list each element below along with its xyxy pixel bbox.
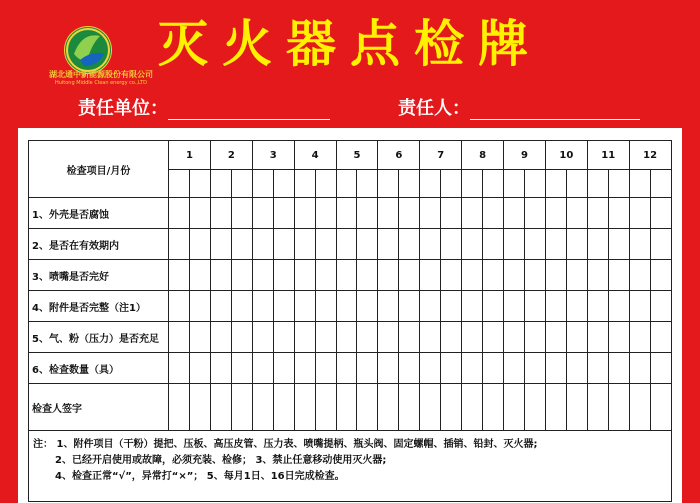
check-cell[interactable] [504,260,525,291]
check-cell[interactable] [252,260,273,291]
check-cell[interactable] [650,353,671,384]
check-cell[interactable] [210,291,231,322]
check-cell[interactable] [336,229,357,260]
month-header: 8 [462,141,504,170]
check-cell[interactable] [273,353,294,384]
check-cell[interactable] [608,229,629,260]
check-cell[interactable] [587,291,608,322]
month-header: 4 [294,141,336,170]
check-cell[interactable] [357,384,378,431]
check-cell[interactable] [545,229,566,260]
note-line: 4、检查正常“√”，异常打“×”； 5、每月1日、16日完成检查。 [55,471,345,482]
check-cell[interactable] [524,229,545,260]
check-cell[interactable] [231,353,252,384]
check-cell[interactable] [294,384,315,431]
check-cell[interactable] [189,353,210,384]
header [0,0,700,128]
check-cell[interactable] [420,260,441,291]
check-cell[interactable] [336,291,357,322]
check-cell[interactable] [399,260,420,291]
check-cell[interactable] [273,260,294,291]
check-cell[interactable] [587,384,608,431]
check-cell[interactable] [608,384,629,431]
check-cell[interactable] [587,353,608,384]
check-cell[interactable] [441,260,462,291]
check-cell[interactable] [587,260,608,291]
half-month-cell[interactable] [294,170,315,198]
check-cell[interactable] [608,322,629,353]
check-cell[interactable] [629,353,650,384]
half-month-cell[interactable] [650,170,671,198]
check-cell[interactable] [378,353,399,384]
check-cell[interactable] [336,198,357,229]
month-header: 6 [378,141,420,170]
check-cell[interactable] [315,384,336,431]
check-cell[interactable] [545,198,566,229]
check-cell[interactable] [378,229,399,260]
check-cell[interactable] [315,291,336,322]
item-label: 4、附件是否完整（注1） [29,291,169,322]
check-cell[interactable] [273,384,294,431]
month-header: 3 [252,141,294,170]
check-cell[interactable] [252,229,273,260]
item-label: 5、气、粉（压力）是否充足 [29,322,169,353]
month-header: 2 [210,141,252,170]
check-cell[interactable] [483,384,504,431]
check-cell[interactable] [545,291,566,322]
item-label: 3、喷嘴是否完好 [29,260,169,291]
check-cell[interactable] [420,384,441,431]
check-cell[interactable] [566,353,587,384]
responsible-person-field[interactable] [470,101,640,120]
check-cell[interactable] [483,353,504,384]
check-cell[interactable] [566,229,587,260]
check-cell[interactable] [566,322,587,353]
half-month-cell[interactable] [545,170,566,198]
check-cell[interactable] [210,353,231,384]
table-row [29,229,672,260]
half-month-cell[interactable] [608,170,629,198]
check-cell[interactable] [399,353,420,384]
check-cell[interactable] [420,229,441,260]
half-month-cell[interactable] [587,170,608,198]
half-month-cell[interactable] [189,170,210,198]
check-cell[interactable] [608,260,629,291]
responsible-unit [78,98,330,120]
check-cell[interactable] [441,353,462,384]
check-cell[interactable] [462,322,483,353]
check-cell[interactable] [441,229,462,260]
check-cell[interactable] [629,229,650,260]
check-cell[interactable] [169,353,190,384]
check-cell[interactable] [524,353,545,384]
check-cell[interactable] [566,384,587,431]
check-cell[interactable] [587,229,608,260]
check-cell[interactable] [524,384,545,431]
check-cell[interactable] [524,260,545,291]
check-cell[interactable] [399,229,420,260]
check-cell[interactable] [169,198,190,229]
check-cell[interactable] [504,198,525,229]
check-cell[interactable] [231,291,252,322]
check-cell[interactable] [336,384,357,431]
check-cell[interactable] [629,322,650,353]
check-cell[interactable] [420,291,441,322]
check-cell[interactable] [357,353,378,384]
check-cell[interactable] [378,322,399,353]
check-cell[interactable] [252,353,273,384]
half-month-cell[interactable] [462,170,483,198]
check-cell[interactable] [441,291,462,322]
corner-label: 检查项目/月份 [29,141,169,198]
check-cell[interactable] [189,291,210,322]
month-header: 9 [504,141,546,170]
check-cell[interactable] [483,291,504,322]
check-cell[interactable] [441,322,462,353]
item-label: 检查人签字 [29,384,169,431]
month-header-row [29,141,672,170]
check-cell[interactable] [252,384,273,431]
check-cell[interactable] [357,291,378,322]
check-cell[interactable] [483,322,504,353]
table-row [29,291,672,322]
check-cell[interactable] [336,353,357,384]
check-cell[interactable] [441,384,462,431]
check-cell[interactable] [252,322,273,353]
check-cell[interactable] [273,198,294,229]
check-cell[interactable] [294,291,315,322]
page-title: 灭火器点检牌 [158,15,542,73]
check-cell[interactable] [483,260,504,291]
check-cell[interactable] [252,198,273,229]
inspection-table [28,140,672,502]
check-cell[interactable] [462,229,483,260]
check-cell[interactable] [231,198,252,229]
check-cell[interactable] [566,291,587,322]
company-name-en: Huitong Middle Clean energy co.,LTD [54,80,148,86]
check-cell[interactable] [462,291,483,322]
check-cell[interactable] [399,291,420,322]
month-header: 1 [169,141,211,170]
check-cell[interactable] [294,198,315,229]
check-cell[interactable] [399,198,420,229]
check-cell[interactable] [587,198,608,229]
half-month-cell[interactable] [210,170,231,198]
check-cell[interactable] [650,260,671,291]
check-cell[interactable] [524,198,545,229]
half-month-cell[interactable] [273,170,294,198]
check-cell[interactable] [545,353,566,384]
check-cell[interactable] [273,322,294,353]
responsible-person-label: 责任人： [398,98,470,119]
check-cell[interactable] [210,260,231,291]
check-cell[interactable] [462,353,483,384]
table-row [29,198,672,229]
half-month-cell[interactable] [315,170,336,198]
check-cell[interactable] [441,198,462,229]
check-cell[interactable] [294,322,315,353]
note-line: 注： 1、附件项目（干粉）提把、压板、高压皮管、压力表、喷嘴提柄、瓶头阀、固定螺帽、插销、铅封、灭火器; [33,439,538,450]
check-cell[interactable] [315,198,336,229]
check-cell[interactable] [357,260,378,291]
check-cell[interactable] [650,198,671,229]
check-cell[interactable] [545,260,566,291]
check-cell[interactable] [169,384,190,431]
table-row [29,322,672,353]
check-cell[interactable] [608,198,629,229]
check-cell[interactable] [210,198,231,229]
check-cell[interactable] [336,260,357,291]
half-month-cell[interactable] [420,170,441,198]
check-cell[interactable] [566,198,587,229]
check-cell[interactable] [378,198,399,229]
check-cell[interactable] [420,353,441,384]
check-cell[interactable] [169,260,190,291]
check-cell[interactable] [189,260,210,291]
check-cell[interactable] [189,229,210,260]
check-cell[interactable] [462,384,483,431]
check-cell[interactable] [169,291,190,322]
check-cell[interactable] [378,384,399,431]
half-month-cell[interactable] [336,170,357,198]
month-header: 7 [420,141,462,170]
month-header: 5 [336,141,378,170]
check-cell[interactable] [462,198,483,229]
half-month-cell[interactable] [524,170,545,198]
check-cell[interactable] [315,229,336,260]
company-name: 湖北通中新能源股份有限公司 [49,70,153,79]
responsible-unit-field[interactable] [168,101,330,120]
inspection-panel [18,128,682,503]
item-label: 1、外壳是否腐蚀 [29,198,169,229]
check-cell[interactable] [420,322,441,353]
notes-cell [29,431,672,502]
check-cell[interactable] [357,229,378,260]
table-row [29,353,672,384]
table-row [29,260,672,291]
half-month-cell[interactable] [504,170,525,198]
check-cell[interactable] [231,384,252,431]
check-cell[interactable] [566,260,587,291]
check-cell[interactable] [524,291,545,322]
check-cell[interactable] [420,198,441,229]
check-cell[interactable] [587,322,608,353]
half-month-cell[interactable] [378,170,399,198]
check-cell[interactable] [629,198,650,229]
month-header: 11 [587,141,629,170]
check-cell[interactable] [231,260,252,291]
item-label: 2、是否在有效期内 [29,229,169,260]
check-cell[interactable] [357,198,378,229]
check-cell[interactable] [504,322,525,353]
check-cell[interactable] [294,353,315,384]
half-month-cell[interactable] [399,170,420,198]
check-cell[interactable] [169,229,190,260]
check-cell[interactable] [210,322,231,353]
check-cell[interactable] [462,260,483,291]
half-month-cell[interactable] [169,170,190,198]
half-month-cell[interactable] [441,170,462,198]
check-cell[interactable] [650,291,671,322]
check-cell[interactable] [210,229,231,260]
check-cell[interactable] [336,322,357,353]
check-cell[interactable] [650,229,671,260]
check-cell[interactable] [273,229,294,260]
check-cell[interactable] [504,229,525,260]
month-header: 10 [545,141,587,170]
check-cell[interactable] [399,384,420,431]
check-cell[interactable] [273,291,294,322]
check-cell[interactable] [231,229,252,260]
check-cell[interactable] [231,322,252,353]
half-month-cell[interactable] [252,170,273,198]
month-header: 12 [629,141,671,170]
check-cell[interactable] [524,322,545,353]
half-month-cell[interactable] [231,170,252,198]
check-cell[interactable] [378,291,399,322]
check-cell[interactable] [252,291,273,322]
half-month-cell[interactable] [357,170,378,198]
check-cell[interactable] [545,384,566,431]
notes-row [29,431,672,502]
check-cell[interactable] [608,353,629,384]
responsible-unit-label: 责任单位： [78,98,168,119]
check-cell[interactable] [629,291,650,322]
check-cell[interactable] [378,260,399,291]
check-cell[interactable] [315,260,336,291]
check-cell[interactable] [504,353,525,384]
check-cell[interactable] [294,260,315,291]
check-cell[interactable] [629,384,650,431]
item-label: 6、检查数量（具） [29,353,169,384]
check-cell[interactable] [399,322,420,353]
check-cell[interactable] [169,322,190,353]
check-cell[interactable] [629,260,650,291]
table-row [29,384,672,431]
check-cell[interactable] [294,229,315,260]
check-cell[interactable] [504,384,525,431]
half-month-cell[interactable] [483,170,504,198]
check-cell[interactable] [189,384,210,431]
check-cell[interactable] [483,229,504,260]
check-cell[interactable] [315,322,336,353]
check-cell[interactable] [315,353,336,384]
check-cell[interactable] [189,198,210,229]
check-cell[interactable] [357,322,378,353]
half-month-cell[interactable] [566,170,587,198]
check-cell[interactable] [210,384,231,431]
responsible-person [398,98,640,120]
half-month-cell[interactable] [629,170,650,198]
check-cell[interactable] [504,291,525,322]
check-cell[interactable] [189,322,210,353]
check-cell[interactable] [483,198,504,229]
check-cell[interactable] [650,384,671,431]
check-cell[interactable] [608,291,629,322]
check-cell[interactable] [545,322,566,353]
note-line: 2、已经开启使用或故障，必须充装、检修； 3、禁止任意移动使用灭火器; [55,455,387,466]
check-cell[interactable] [650,322,671,353]
